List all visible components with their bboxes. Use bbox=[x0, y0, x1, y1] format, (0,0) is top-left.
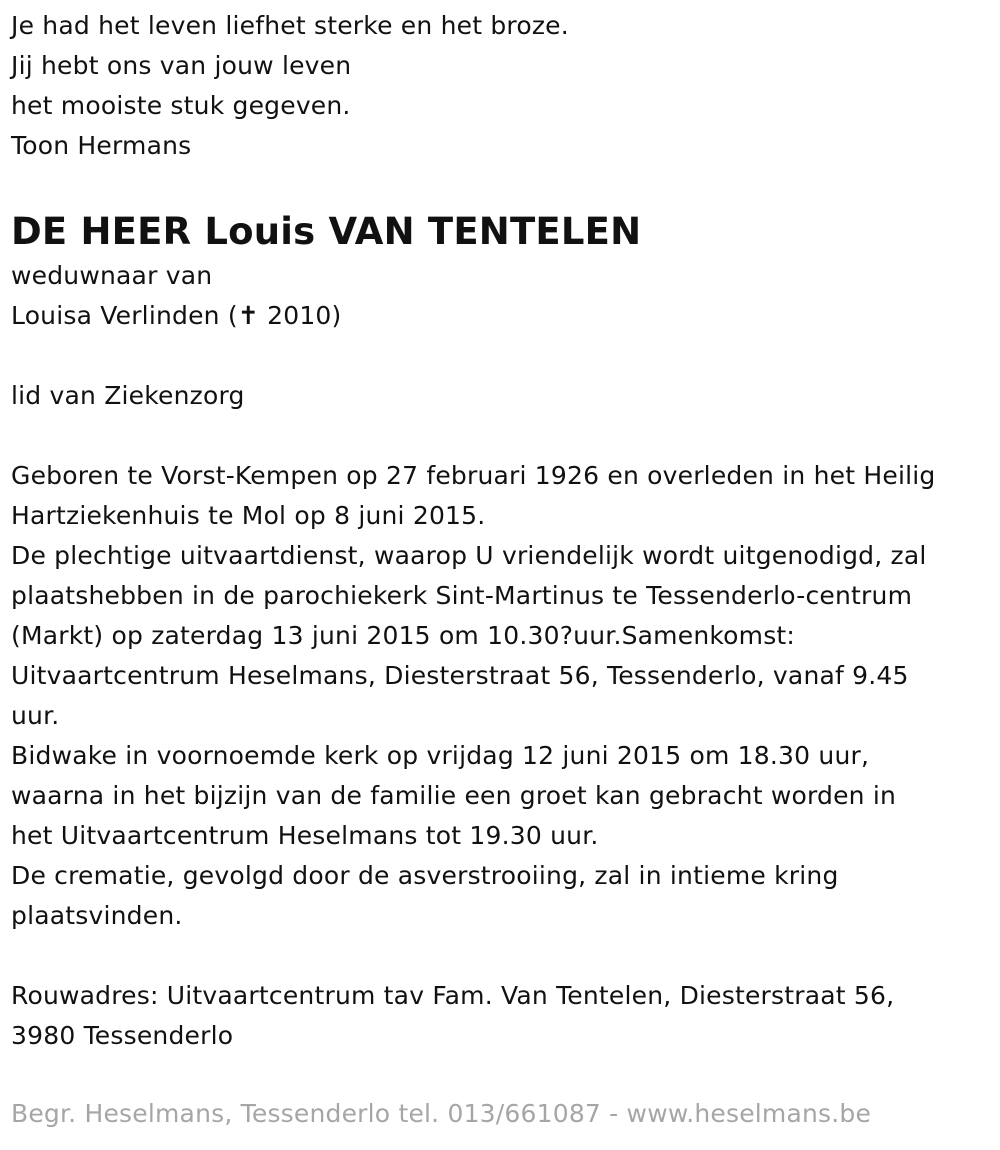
mourning-address bbox=[11, 976, 986, 1056]
membership-text: lid van Ziekenzorg bbox=[11, 381, 245, 410]
body-line: uur. bbox=[11, 701, 60, 730]
address-line: 3980 Tessenderlo bbox=[11, 1021, 234, 1050]
body-line: Bidwake in voornoemde kerk op vrijdag 12 juni 2015 om 18.30 uur, bbox=[11, 741, 870, 770]
obituary-notice bbox=[11, 0, 986, 1056]
body-line: waarna in het bijzijn van de familie een groet kan gebracht worden in bbox=[11, 781, 897, 810]
obituary-body bbox=[11, 456, 986, 936]
spacer bbox=[11, 336, 986, 376]
poem-author: Toon Hermans bbox=[11, 131, 192, 160]
body-line: het Uitvaartcentrum Heselmans tot 19.30 uur. bbox=[11, 821, 599, 850]
spacer bbox=[11, 936, 986, 976]
body-line: Geboren te Vorst-Kempen op 27 februari 1926 en overleden in het Heilig bbox=[11, 461, 936, 490]
body-line: De crematie, gevolgd door de asverstrooiing, zal in intieme kring bbox=[11, 861, 839, 890]
body-line: Uitvaartcentrum Heselmans, Diesterstraat 56, Tessenderlo, vanaf 9.45 bbox=[11, 661, 909, 690]
body-line: De plechtige uitvaartdienst, waarop U vriendelijk wordt uitgenodigd, zal bbox=[11, 541, 927, 570]
body-line: Hartziekenhuis te Mol op 8 juni 2015. bbox=[11, 501, 486, 530]
spouse-name: Louisa Verlinden (✝ 2010) bbox=[11, 301, 342, 330]
poem-line: het mooiste stuk gegeven. bbox=[11, 91, 351, 120]
body-line: (Markt) op zaterdag 13 juni 2015 om 10.30?uur.Samenkomst: bbox=[11, 621, 796, 650]
poem-line: Je had het leven liefhet sterke en het broze. bbox=[11, 11, 569, 40]
spacer bbox=[11, 416, 986, 456]
funeral-home-footer: Begr. Heselmans, Tessenderlo tel. 013/661087 - www.heselmans.be bbox=[11, 1099, 872, 1128]
poem-quote bbox=[11, 0, 986, 166]
deceased-name: DE HEER Louis VAN TENTELEN bbox=[11, 210, 642, 253]
body-line: plaatshebben in de parochiekerk Sint-Martinus te Tessenderlo-centrum bbox=[11, 581, 913, 610]
address-line: Rouwadres: Uitvaartcentrum tav Fam. Van Tentelen, Diesterstraat 56, bbox=[11, 981, 895, 1010]
relation-label: weduwnaar van bbox=[11, 261, 213, 290]
poem-line: Jij hebt ons van jouw leven bbox=[11, 51, 352, 80]
body-line: plaatsvinden. bbox=[11, 901, 183, 930]
